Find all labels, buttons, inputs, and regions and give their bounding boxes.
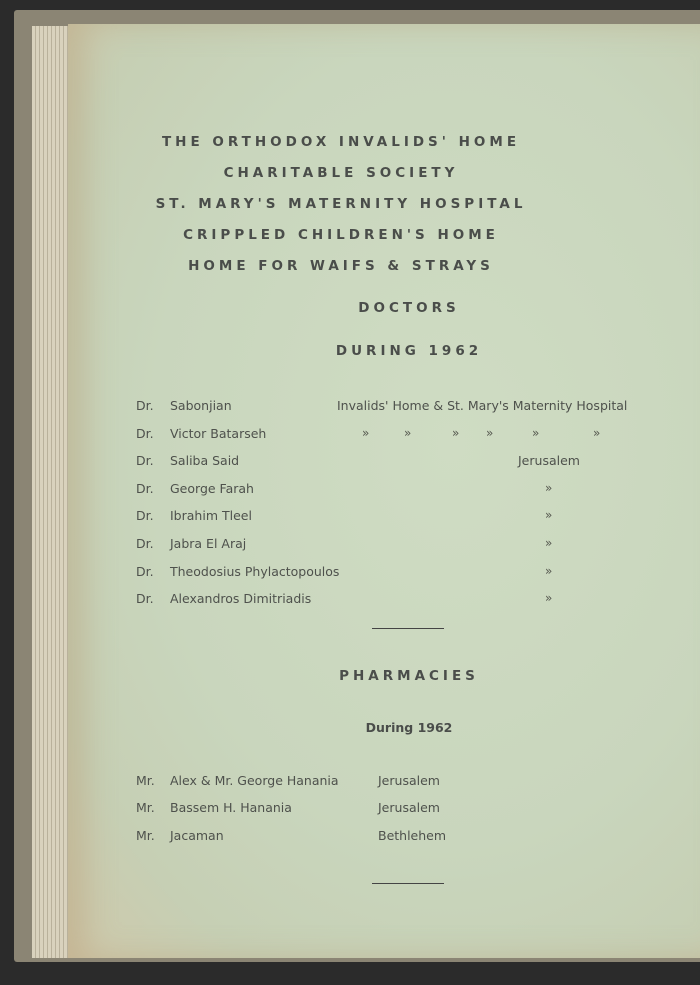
heading-line-3: ST. MARY'S MATERNITY HOSPITAL — [155, 196, 527, 212]
doctors-title: DOCTORS — [358, 300, 460, 316]
row-name: George Farah — [170, 481, 254, 496]
row-name: Jabra El Araj — [170, 536, 247, 551]
ditto-mark: » — [404, 426, 412, 440]
pharmacies-subtitle: During 1962 — [365, 720, 453, 735]
row-name: Alexandros Dimitriadis — [170, 591, 312, 606]
ditto-mark: » — [532, 426, 540, 440]
row-place: Jerusalem — [378, 800, 440, 815]
heading-line-4: CRIPPLED CHILDREN'S HOME — [183, 227, 499, 243]
row-place: Bethlehem — [378, 828, 447, 843]
row-place: Jerusalem — [518, 453, 580, 468]
row-prefix: Dr. — [136, 536, 154, 551]
ditto-mark: » — [452, 426, 460, 440]
row-prefix: Mr. — [136, 773, 155, 788]
ditto-mark: » — [545, 481, 553, 495]
ditto-mark: » — [593, 426, 601, 440]
heading-line-2: CHARITABLE SOCIETY — [223, 165, 459, 181]
ditto-mark: » — [545, 508, 553, 522]
heading-line-5: HOME FOR WAIFS & STRAYS — [188, 258, 494, 274]
row-name: Alex & Mr. George Hanania — [170, 773, 339, 788]
row-name: Theodosius Phylactopoulos — [170, 564, 340, 579]
row-name: Bassem H. Hanania — [170, 800, 292, 815]
row-prefix: Dr. — [136, 481, 154, 496]
section-divider — [372, 628, 444, 629]
ditto-mark: » — [545, 536, 553, 550]
pharmacies-title: PHARMACIES — [339, 668, 479, 684]
row-name: Jacaman — [170, 828, 224, 843]
ditto-mark: » — [486, 426, 494, 440]
ditto-mark: » — [362, 426, 370, 440]
section-divider — [372, 883, 444, 884]
row-prefix: Dr. — [136, 426, 154, 441]
row-name: Ibrahim Tleel — [170, 508, 252, 523]
doctors-subtitle: DURING 1962 — [335, 343, 483, 359]
heading-line-1: THE ORTHODOX INVALIDS' HOME — [161, 134, 521, 150]
row-prefix: Dr. — [136, 591, 154, 606]
row-prefix: Dr. — [136, 564, 154, 579]
ditto-mark: » — [545, 564, 553, 578]
row-place: Jerusalem — [378, 773, 440, 788]
row-prefix: Mr. — [136, 800, 155, 815]
row-prefix: Mr. — [136, 828, 155, 843]
row-place: Invalids' Home & St. Mary's Maternity Hospital — [337, 398, 628, 413]
row-prefix: Dr. — [136, 453, 154, 468]
row-prefix: Dr. — [136, 508, 154, 523]
row-name: Sabonjian — [170, 398, 232, 413]
row-name: Victor Batarseh — [170, 426, 267, 441]
row-name: Saliba Said — [170, 453, 240, 468]
row-prefix: Dr. — [136, 398, 154, 413]
ditto-mark: » — [545, 591, 553, 605]
